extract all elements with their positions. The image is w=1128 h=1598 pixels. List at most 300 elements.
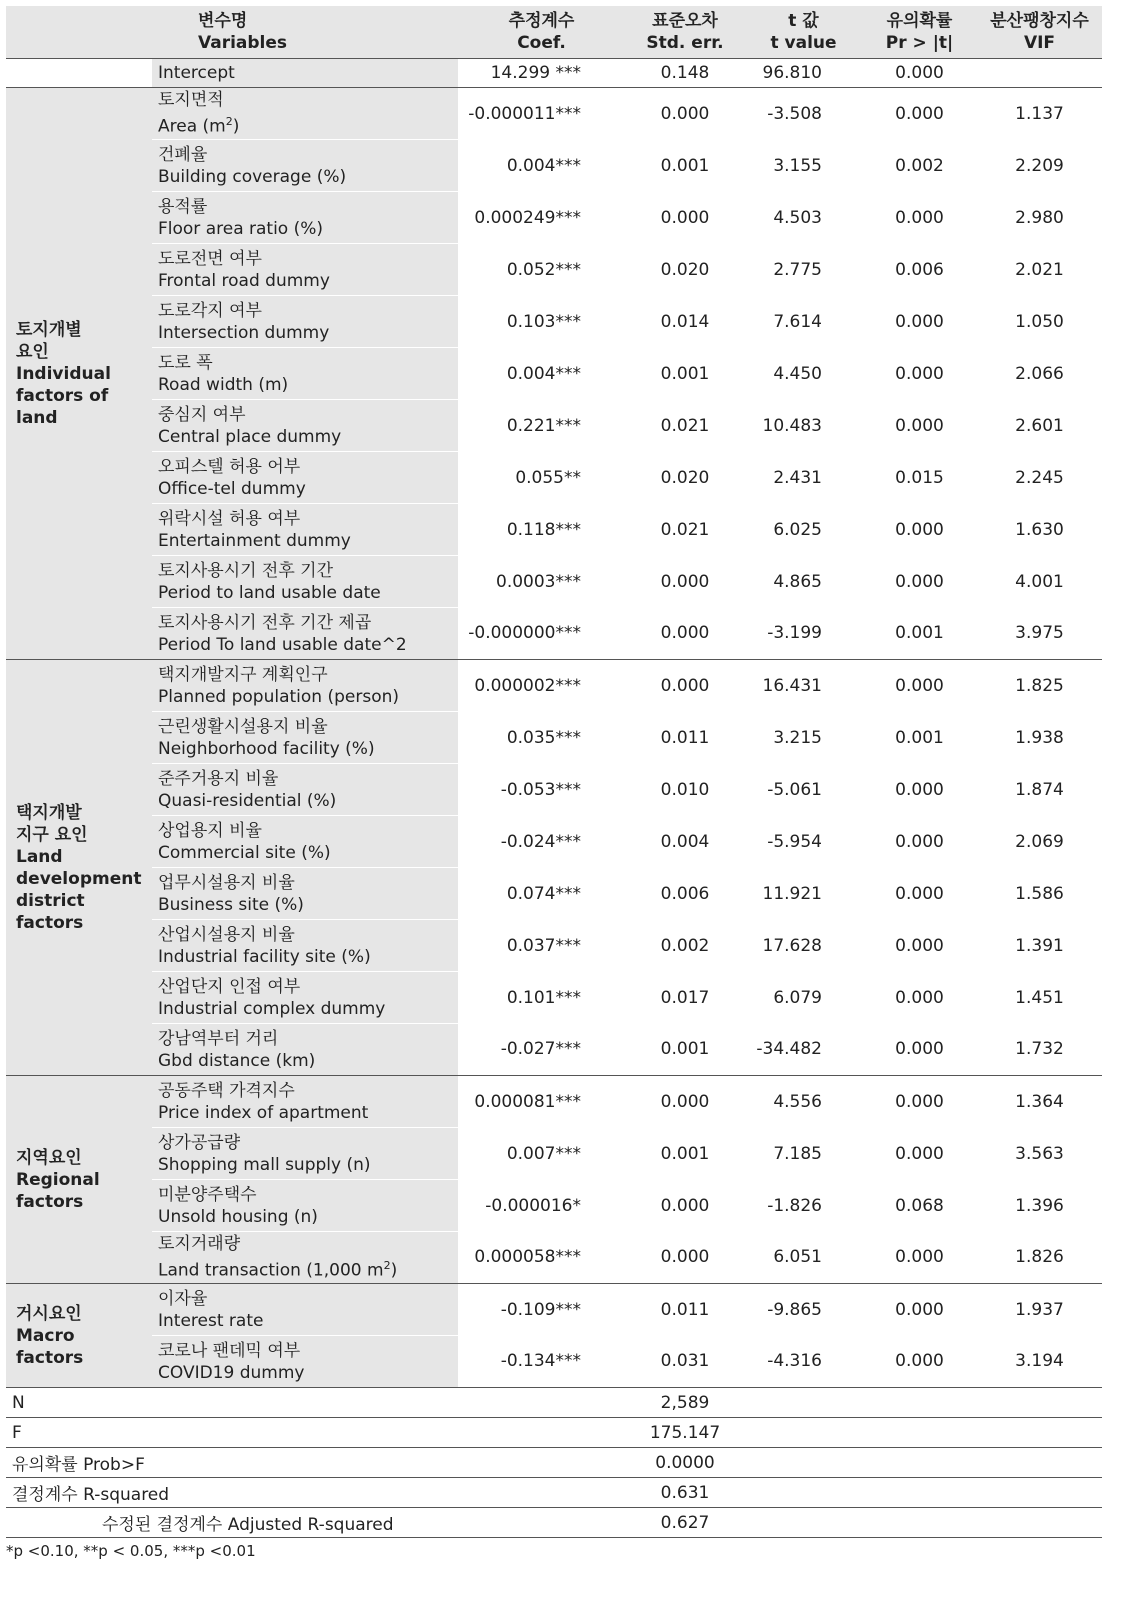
variable-name-ko: 상가공급량: [158, 1132, 241, 1153]
p-value: 0.000: [895, 1143, 944, 1164]
variable-name: [152, 244, 458, 296]
variable-name-en: [158, 1310, 458, 1332]
variable-name-ko: 이자율: [158, 1288, 208, 1309]
variable-name-ko: 용적률: [158, 196, 208, 217]
group-label: [6, 1076, 152, 1284]
variable-name-en: [158, 322, 458, 344]
table-row: [6, 764, 1102, 816]
coef-value: -0.134***: [458, 1336, 625, 1388]
table-body: [6, 59, 1102, 1388]
se-value: 0.001: [660, 155, 710, 176]
coef-value: -0.053***: [500, 779, 581, 800]
coef-value: -0.000011***: [468, 103, 581, 124]
se-value: 0.021: [660, 519, 710, 540]
coef-value: 0.004***: [506, 363, 581, 384]
group-label-line: development: [16, 868, 142, 889]
stat-value: 2,589: [458, 1388, 1102, 1418]
t-value: 6.051: [745, 1232, 862, 1284]
header-se-en: Std. err.: [646, 33, 724, 53]
coef-value: -0.024***: [500, 831, 581, 852]
header-se-ko: 표준오차: [652, 11, 718, 31]
variable-name-ko: 근린생활시설용지 비율: [158, 716, 328, 737]
variable-name-ko: 위락시설 허용 여부: [158, 508, 301, 529]
variable-name-en-text: Entertainment dummy: [158, 530, 351, 551]
variable-name-en-text: Shopping mall supply (n): [158, 1154, 371, 1175]
variable-name-en: [158, 1050, 458, 1072]
t-value: -3.508: [767, 103, 822, 124]
se-value: 0.000: [660, 1091, 710, 1112]
variable-name: [152, 868, 458, 920]
variable-name-ko: 공동주택 가격지수: [158, 1080, 295, 1101]
vif-value: 3.975: [977, 608, 1102, 660]
group-label-line: Regional: [16, 1169, 100, 1190]
header-p-en: Pr > |t|: [885, 33, 954, 53]
se-value: 0.004: [660, 831, 710, 852]
vif-value: 4.001: [1015, 571, 1064, 592]
stat-label: 결정계수 R-squared: [6, 1478, 458, 1508]
variable-name-en-text: Period to land usable date: [158, 582, 381, 603]
p-value: 0.006: [895, 259, 944, 280]
vif-value: 1.874: [1015, 779, 1064, 800]
se-value: 0.001: [660, 363, 710, 384]
variable-name: [152, 712, 458, 764]
variable-name-en-text: Unsold housing (n): [158, 1206, 318, 1227]
vif-value: 1.630: [1015, 519, 1064, 540]
t-value: -3.199: [745, 608, 862, 660]
variable-name-en: [158, 374, 458, 396]
variable-name-superscript: 2: [383, 1259, 391, 1273]
t-value: -5.061: [767, 779, 822, 800]
se-value: 0.000: [625, 1232, 745, 1284]
variable-name-en-text: Gbd distance (km): [158, 1050, 316, 1071]
p-value: 0.002: [895, 155, 944, 176]
variable-name: [152, 400, 458, 452]
regression-results-table: [6, 6, 1102, 1538]
variable-name-ko: 상업용지 비율: [158, 820, 262, 841]
header-se: [625, 6, 745, 59]
variable-name-ko: 강남역부터 거리: [158, 1028, 279, 1049]
se-value: 0.010: [660, 779, 710, 800]
variable-name-ko: 토지사용시기 전후 기간: [158, 560, 334, 581]
group-label-line: factors: [16, 1347, 84, 1368]
variable-name: [152, 1284, 458, 1336]
variable-name-en: [158, 1154, 458, 1176]
table-row: [6, 504, 1102, 556]
table-row: [6, 556, 1102, 608]
table-row: [6, 1024, 1102, 1076]
p-value: 0.000: [895, 207, 944, 228]
variable-name: [152, 504, 458, 556]
table-row: [6, 816, 1102, 868]
variable-name-en-tail: ): [232, 116, 240, 137]
stat-label: 수정된 결정계수 Adjusted R-squared: [6, 1508, 458, 1538]
t-value: 4.865: [773, 571, 822, 592]
t-value: 7.185: [773, 1143, 822, 1164]
variable-name: [152, 452, 458, 504]
stat-row: [6, 1418, 1102, 1448]
variable-name: [152, 1180, 458, 1232]
table-row: [6, 244, 1102, 296]
header-variables-en: Variables: [198, 33, 288, 53]
header-t-ko: t 값: [788, 11, 819, 31]
header-p: [862, 6, 977, 59]
stat-row: [6, 1508, 1102, 1538]
vif-value: 2.980: [1015, 207, 1064, 228]
variable-name-en: [158, 270, 458, 292]
p-value: 0.000: [862, 1336, 977, 1388]
coef-value: 0.0003***: [496, 571, 581, 592]
se-value: 0.000: [660, 571, 710, 592]
group-label-line: 토지개별: [16, 319, 82, 340]
header-t-en: t value: [770, 33, 837, 53]
se-value: 0.020: [660, 467, 710, 488]
variable-name-superscript: 2: [225, 115, 233, 129]
variable-name: [152, 348, 458, 400]
variable-name-ko: 토지사용시기 전후 기간 제곱: [158, 612, 372, 633]
group-label-line: factors: [16, 912, 84, 933]
variable-name-ko: 중심지 여부: [158, 404, 246, 425]
t-value: 3.155: [773, 155, 822, 176]
se-value: 0.020: [660, 259, 710, 280]
group-label: [6, 660, 152, 1076]
stat-label: N: [6, 1388, 458, 1418]
header-coef-ko: 추정계수: [508, 11, 575, 31]
variable-name-en: [158, 634, 458, 656]
p-value: 0.000: [895, 415, 944, 436]
vif-value: 1.825: [1015, 675, 1064, 696]
intercept-vif: [977, 59, 1102, 88]
intercept-label: Intercept: [152, 59, 458, 88]
variable-name: [152, 140, 458, 192]
variable-name-en-text: Quasi-residential (%): [158, 790, 337, 811]
stat-row: [6, 1448, 1102, 1478]
p-value: 0.000: [895, 1299, 944, 1320]
coef-value: 0.007***: [506, 1143, 581, 1164]
coef-value: -0.027***: [458, 1024, 625, 1076]
t-value: 2.775: [773, 259, 822, 280]
vif-value: 2.021: [1015, 259, 1064, 280]
p-value: 0.000: [895, 935, 944, 956]
variable-name-en-text: Floor area ratio (%): [158, 218, 324, 239]
group-label-line: 택지개발: [16, 802, 82, 823]
variable-name: [152, 608, 458, 660]
t-value: -4.316: [745, 1336, 862, 1388]
coef-value: 0.221***: [506, 415, 581, 436]
header-coef: [458, 6, 625, 59]
p-value: 0.000: [895, 779, 944, 800]
se-value: 0.014: [660, 311, 710, 332]
header-row: [6, 6, 1102, 59]
header-coef-en: Coef.: [517, 33, 566, 53]
p-value: 0.015: [895, 467, 944, 488]
stat-row: [6, 1478, 1102, 1508]
variable-name-en-text: Price index of apartment: [158, 1102, 369, 1123]
variable-name-en-text: Area (m: [158, 116, 226, 137]
variable-name-en-text: Road width (m): [158, 374, 289, 395]
stat-value: 0.631: [458, 1478, 1102, 1508]
variable-name: [152, 556, 458, 608]
variable-name-en: [158, 530, 458, 552]
table-row: [6, 712, 1102, 764]
table-row: [6, 1076, 1102, 1128]
intercept-coef: 14.299 ***: [458, 59, 625, 88]
p-value: 0.000: [895, 675, 944, 696]
variable-name-en-text: Industrial complex dummy: [158, 998, 386, 1019]
group-label-line: land: [16, 407, 58, 428]
group-label-line: 거시요인: [16, 1303, 82, 1324]
vif-value: 2.245: [1015, 467, 1064, 488]
variable-name: [152, 1336, 458, 1388]
variable-name-en: [158, 1255, 458, 1282]
se-value: 0.001: [660, 1143, 710, 1164]
t-value: -9.865: [767, 1299, 822, 1320]
vif-value: 2.209: [1015, 155, 1064, 176]
se-value: 0.006: [660, 883, 710, 904]
variable-name-en-text: Period To land usable date^2: [158, 634, 407, 655]
variable-name-ko: 토지거래량: [158, 1234, 241, 1255]
variable-name: [152, 660, 458, 712]
variable-name-en: [158, 998, 458, 1020]
variable-name: [152, 1232, 458, 1284]
group-label: [6, 88, 152, 660]
variable-name-ko: 토지면적: [158, 90, 224, 111]
variable-name-en: [158, 218, 458, 240]
variable-name-en: [158, 478, 458, 500]
p-value: 0.000: [895, 363, 944, 384]
coef-value: 0.000058***: [458, 1232, 625, 1284]
table-row: [6, 400, 1102, 452]
coef-value: 0.055**: [515, 467, 581, 488]
t-value: 6.079: [773, 987, 822, 1008]
variable-name-en-text: Commercial site (%): [158, 842, 331, 863]
variable-name: [152, 920, 458, 972]
stat-value: 175.147: [458, 1418, 1102, 1448]
variable-name-en: [158, 738, 458, 760]
se-value: 0.000: [625, 608, 745, 660]
vif-value: 1.938: [1015, 727, 1064, 748]
vif-value: 1.391: [1015, 935, 1064, 956]
variable-name-ko: 산업단지 인접 여부: [158, 976, 301, 997]
p-value: 0.001: [895, 727, 944, 748]
group-label-line: 지역요인: [16, 1147, 82, 1168]
coef-value: 0.035***: [506, 727, 581, 748]
variable-name-ko: 택지개발지구 계획인구: [158, 664, 328, 685]
group-label-line: 요인: [16, 341, 49, 362]
se-value: 0.000: [660, 1195, 710, 1216]
variable-name-ko: 건폐율: [158, 144, 208, 165]
se-value: 0.001: [625, 1024, 745, 1076]
p-value: 0.000: [895, 987, 944, 1008]
intercept-se: 0.148: [625, 59, 745, 88]
variable-name-en: [158, 686, 458, 708]
p-value: 0.000: [862, 1024, 977, 1076]
variable-name-en: [158, 842, 458, 864]
se-value: 0.000: [660, 103, 710, 124]
t-value: 11.921: [762, 883, 822, 904]
coef-value: 0.000249***: [474, 207, 581, 228]
intercept-t: 96.810: [745, 59, 862, 88]
variable-name: [152, 88, 458, 140]
se-value: 0.031: [625, 1336, 745, 1388]
variable-name: [152, 816, 458, 868]
p-value: 0.001: [862, 608, 977, 660]
variable-name: [152, 192, 458, 244]
t-value: 4.450: [773, 363, 822, 384]
t-value: -1.826: [767, 1195, 822, 1216]
variable-name-ko: 도로각지 여부: [158, 300, 262, 321]
regression-table-container: [6, 6, 1102, 1538]
vif-value: 1.137: [1015, 103, 1064, 124]
stat-value: 0.0000: [458, 1448, 1102, 1478]
coef-value: 0.000081***: [474, 1091, 581, 1112]
header-vif: [977, 6, 1102, 59]
header-variables-ko: 변수명: [198, 11, 248, 31]
vif-value: 1.937: [1015, 1299, 1064, 1320]
intercept-row: [6, 59, 1102, 88]
stat-row: [6, 1388, 1102, 1418]
stat-value: 0.627: [458, 1508, 1102, 1538]
variable-name-en: [158, 790, 458, 812]
group-label-line: factors of: [16, 385, 109, 406]
variable-name-en: [158, 111, 458, 138]
variable-name-en: [158, 1102, 458, 1124]
group-label-line: Land: [16, 846, 63, 867]
variable-name: [152, 296, 458, 348]
vif-value: 1.364: [1015, 1091, 1064, 1112]
stat-label: 유의확률 Prob>F: [6, 1448, 458, 1478]
variable-name-ko: 도로전면 여부: [158, 248, 262, 269]
variable-name-en: [158, 582, 458, 604]
se-value: 0.017: [660, 987, 710, 1008]
variable-name: [152, 972, 458, 1024]
vif-value: 3.194: [977, 1336, 1102, 1388]
header-vif-ko: 분산팽창지수: [990, 11, 1089, 31]
coef-value: 0.037***: [506, 935, 581, 956]
variable-name-ko: 산업시설용지 비율: [158, 924, 295, 945]
vif-value: 1.732: [977, 1024, 1102, 1076]
vif-value: 1.586: [1015, 883, 1064, 904]
variable-name-ko: 업무시설용지 비율: [158, 872, 295, 893]
vif-value: 3.563: [1015, 1143, 1064, 1164]
coef-value: 0.118***: [506, 519, 581, 540]
coef-value: 0.103***: [506, 311, 581, 332]
intercept-p: 0.000: [862, 59, 977, 88]
t-value: 6.025: [773, 519, 822, 540]
table-row: [6, 1232, 1102, 1284]
stat-label: F: [6, 1418, 458, 1448]
group-label-line: district: [16, 890, 85, 911]
t-value: 2.431: [773, 467, 822, 488]
vif-value: 1.451: [1015, 987, 1064, 1008]
variable-name-ko: 코로나 팬데믹 여부: [158, 1340, 301, 1361]
coef-value: 0.052***: [506, 259, 581, 280]
p-value: 0.000: [895, 1091, 944, 1112]
variable-name-en-text: Intersection dummy: [158, 322, 330, 343]
coef-value: -0.000000***: [458, 608, 625, 660]
table-row: [6, 296, 1102, 348]
se-value: 0.000: [660, 207, 710, 228]
variable-name-en-text: Neighborhood facility (%): [158, 738, 375, 759]
variable-name: [152, 1024, 458, 1076]
table-row: [6, 1128, 1102, 1180]
variable-name-en-tail: ): [390, 1260, 398, 1281]
vif-value: 2.069: [1015, 831, 1064, 852]
variable-name-en: [158, 1362, 458, 1384]
p-value: 0.000: [895, 311, 944, 332]
t-value: 3.215: [773, 727, 822, 748]
table-row: [6, 1180, 1102, 1232]
table-row: [6, 452, 1102, 504]
model-stats: [6, 1388, 1102, 1538]
variable-name-en-text: Land transaction (1,000 m: [158, 1260, 384, 1281]
vif-value: 1.826: [977, 1232, 1102, 1284]
se-value: 0.021: [660, 415, 710, 436]
table-row: [6, 1284, 1102, 1336]
variable-name-en-text: Office-tel dummy: [158, 478, 306, 499]
p-value: 0.000: [895, 883, 944, 904]
vif-value: 1.050: [1015, 311, 1064, 332]
variable-name-en-text: Building coverage (%): [158, 166, 347, 187]
coef-value: -0.109***: [500, 1299, 581, 1320]
t-value: 16.431: [762, 675, 822, 696]
header-variables: [6, 6, 458, 59]
table-row: [6, 868, 1102, 920]
table-row: [6, 192, 1102, 244]
variable-name-ko: 준주거용지 비율: [158, 768, 279, 789]
coef-value: 0.004***: [506, 155, 581, 176]
variable-name-ko: 오피스텔 허용 어부: [158, 456, 301, 477]
t-value: 17.628: [762, 935, 822, 956]
variable-name-en: [158, 166, 458, 188]
variable-name-en: [158, 946, 458, 968]
table-row: [6, 1336, 1102, 1388]
variable-name-en: [158, 426, 458, 448]
coef-value: -0.000016*: [485, 1195, 581, 1216]
variable-name-en-text: Planned population (person): [158, 686, 399, 707]
se-value: 0.011: [660, 1299, 710, 1320]
se-value: 0.000: [660, 675, 710, 696]
coef-value: 0.074***: [506, 883, 581, 904]
t-value: 4.503: [773, 207, 822, 228]
variable-name: [152, 1076, 458, 1128]
p-value: 0.000: [862, 1232, 977, 1284]
vif-value: 2.066: [1015, 363, 1064, 384]
header-p-ko: 유의확률: [886, 11, 953, 31]
vif-value: 1.396: [1015, 1195, 1064, 1216]
p-value: 0.000: [895, 831, 944, 852]
variable-name: [152, 764, 458, 816]
table-row: [6, 140, 1102, 192]
table-row: [6, 972, 1102, 1024]
table-row: [6, 920, 1102, 972]
header-t: [745, 6, 862, 59]
variable-name-en: [158, 894, 458, 916]
t-value: -34.482: [745, 1024, 862, 1076]
coef-value: 0.101***: [506, 987, 581, 1008]
table-row: [6, 88, 1102, 140]
intercept-group-cell: [6, 59, 152, 88]
p-value: 0.000: [895, 103, 944, 124]
t-value: 4.556: [773, 1091, 822, 1112]
table-row: [6, 660, 1102, 712]
group-label-line: 지구 요인: [16, 824, 88, 845]
p-value: 0.000: [895, 571, 944, 592]
variable-name-en: [158, 1206, 458, 1228]
variable-name-en-text: Interest rate: [158, 1310, 264, 1331]
variable-name-ko: 미분양주택수: [158, 1184, 257, 1205]
group-label-line: factors: [16, 1191, 84, 1212]
variable-name-en-text: Frontal road dummy: [158, 270, 330, 291]
